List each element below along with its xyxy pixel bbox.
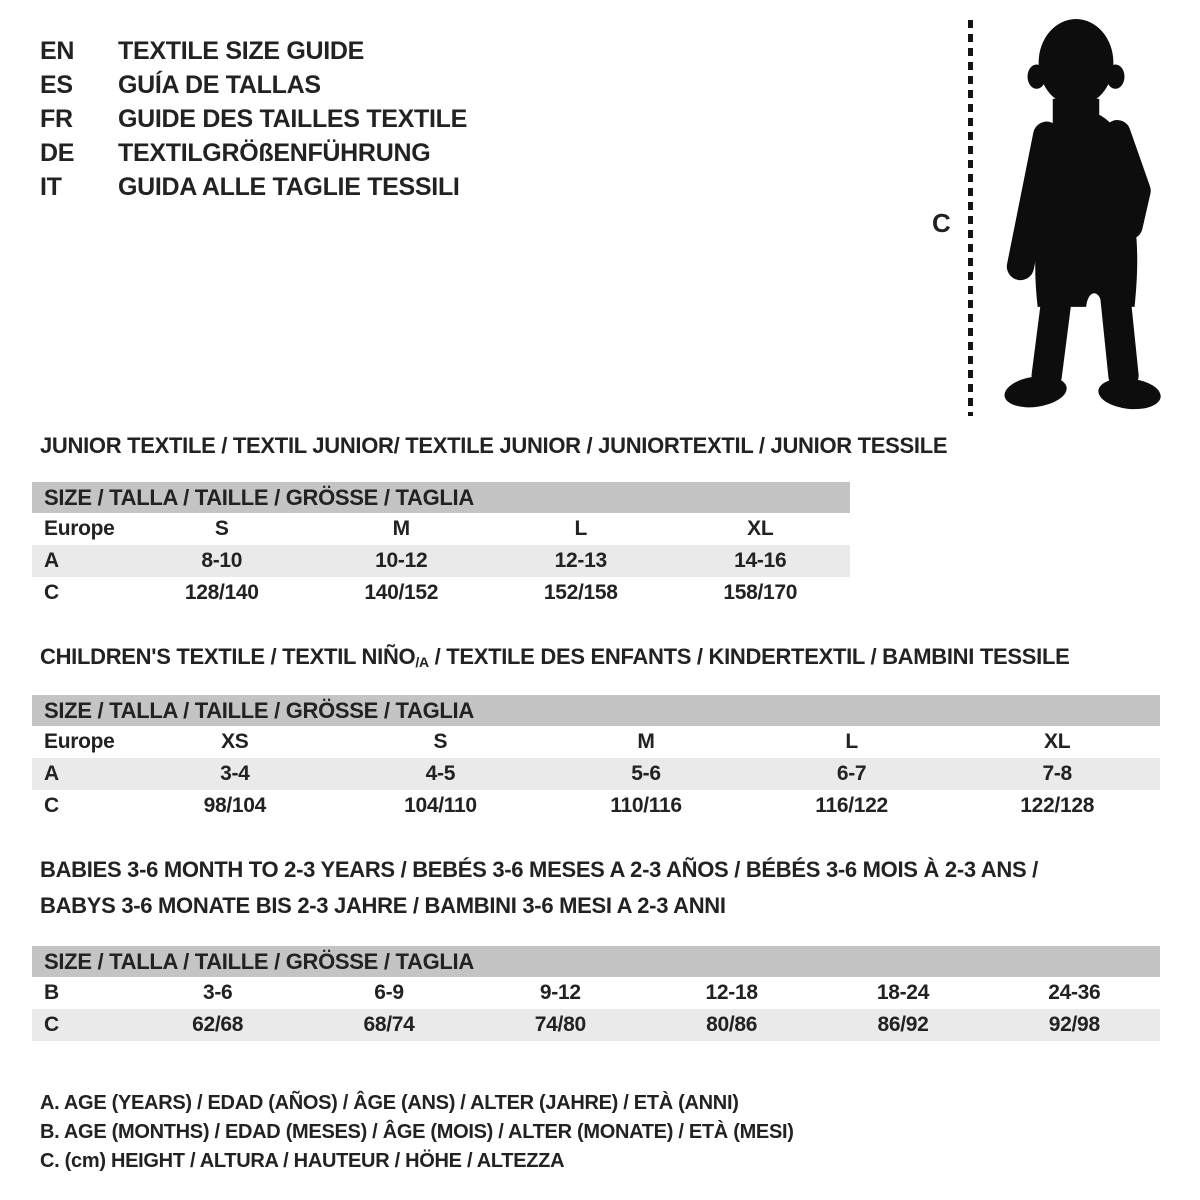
language-title: TEXTILE SIZE GUIDE xyxy=(118,37,365,65)
table-row xyxy=(32,577,850,609)
children-section xyxy=(0,643,1200,822)
size-cell: 18-24 xyxy=(876,981,930,1004)
size-cell: 116/122 xyxy=(815,794,888,817)
language-code: EN xyxy=(40,37,75,65)
language-title: GUÍA DE TALLAS xyxy=(118,71,321,99)
children-section-title xyxy=(40,643,1200,673)
language-code: DE xyxy=(40,139,75,167)
size-cell: 3-6 xyxy=(202,981,233,1004)
table-row xyxy=(32,790,1160,822)
height-figure xyxy=(900,0,1200,430)
size-cell: XL xyxy=(747,517,774,540)
size-cell: 68/74 xyxy=(363,1013,415,1036)
table-row xyxy=(32,758,1160,790)
language-code: IT xyxy=(40,173,62,201)
size-table-header: SIZE / TALLA / TAILLE / GRÖSSE / TAGLIA xyxy=(32,482,850,513)
row-label: Europe xyxy=(44,730,115,753)
row-label: C xyxy=(44,1013,59,1036)
junior-section xyxy=(0,432,1200,609)
size-cell: 80/86 xyxy=(706,1013,758,1036)
table-row xyxy=(32,726,1160,758)
table-row xyxy=(32,977,1160,1009)
table-row xyxy=(32,1009,1160,1041)
size-cell: 98/104 xyxy=(203,794,267,817)
size-cell: 62/68 xyxy=(192,1013,244,1036)
size-cell: 5-6 xyxy=(631,762,661,785)
size-cell: 122/128 xyxy=(1020,794,1095,817)
legend-notes xyxy=(40,1089,1200,1176)
size-cell: XS xyxy=(221,730,249,753)
table-row xyxy=(32,513,850,545)
language-row xyxy=(40,136,467,170)
language-row xyxy=(40,34,467,68)
note-line-c: C. (cm) HEIGHT / ALTURA / HAUTEUR / HÖHE / ALTEZZA xyxy=(40,1150,565,1172)
row-label: B xyxy=(44,981,59,1004)
size-cell: S xyxy=(214,517,229,540)
size-cell: 4-5 xyxy=(425,762,456,785)
row-label: C xyxy=(44,581,59,604)
junior-size-table xyxy=(32,482,850,609)
size-cell: 12-13 xyxy=(554,549,607,572)
language-title-list xyxy=(40,34,467,204)
size-table-header: SIZE / TALLA / TAILLE / GRÖSSE / TAGLIA xyxy=(32,946,1160,977)
row-label: C xyxy=(44,794,59,817)
row-label: Europe xyxy=(44,517,115,540)
note-line-a: A. AGE (YEARS) / EDAD (AÑOS) / ÂGE (ANS) / ALTER (JAHRE) / ETÀ (ANNI) xyxy=(40,1092,739,1114)
size-cell: 86/92 xyxy=(877,1013,929,1036)
language-code: FR xyxy=(40,105,73,133)
language-title: TEXTILGRÖßENFÜHRUNG xyxy=(118,139,431,167)
size-cell: 6-7 xyxy=(836,762,867,785)
row-label: A xyxy=(44,762,59,785)
size-cell: 140/152 xyxy=(364,581,439,604)
language-row xyxy=(40,68,467,102)
size-cell: M xyxy=(637,730,655,753)
babies-size-table xyxy=(32,946,1160,1041)
size-cell: 110/116 xyxy=(610,794,682,817)
junior-section-title: JUNIOR TEXTILE / TEXTIL JUNIOR/ TEXTILE JUNIOR / JUNIORTEXTIL / JUNIOR TESSILE xyxy=(40,433,948,458)
babies-section-title-line2: BABYS 3-6 MONATE BIS 2-3 JAHRE / BAMBINI 3-6 MESI A 2-3 ANNI xyxy=(40,893,726,918)
size-cell: L xyxy=(574,517,588,540)
height-measure-dashed-line xyxy=(968,20,973,416)
size-table-header: SIZE / TALLA / TAILLE / GRÖSSE / TAGLIA xyxy=(32,695,1160,726)
children-title-suffix: /A xyxy=(415,654,429,670)
size-cell: 104/110 xyxy=(404,794,477,817)
size-cell: 74/80 xyxy=(534,1013,586,1036)
language-code: ES xyxy=(40,71,73,99)
size-cell: 12-18 xyxy=(705,981,758,1004)
row-label: A xyxy=(44,549,59,572)
size-cell: 10-12 xyxy=(375,549,428,572)
guide-header xyxy=(0,0,1200,430)
size-cell: M xyxy=(392,517,410,540)
height-measure-label: C xyxy=(932,208,951,238)
children-size-table xyxy=(32,695,1160,822)
babies-section xyxy=(0,852,1200,1041)
size-cell: 14-16 xyxy=(734,549,787,572)
size-cell: XL xyxy=(1044,730,1071,753)
babies-section-title-line1: BABIES 3-6 MONTH TO 2-3 YEARS / BEBÉS 3-6 MESES A 2-3 AÑOS / BÉBÉS 3-6 MOIS À 2-3 ANS / xyxy=(40,857,1038,882)
table-row xyxy=(32,545,850,577)
size-cell: 128/140 xyxy=(184,581,259,604)
language-title: GUIDE DES TAILLES TEXTILE xyxy=(118,105,468,133)
note-line-b: B. AGE (MONTHS) / EDAD (MESES) / ÂGE (MOIS) / ALTER (MONATE) / ETÀ (MESI) xyxy=(40,1121,794,1143)
size-cell: 92/98 xyxy=(1048,1013,1100,1036)
size-cell: S xyxy=(433,730,448,753)
language-row xyxy=(40,170,467,204)
size-cell: 158/170 xyxy=(723,581,798,604)
size-cell: 24-36 xyxy=(1048,981,1101,1004)
children-title-text: CHILDREN'S TEXTILE / TEXTIL NIÑO xyxy=(40,644,416,669)
size-cell: 3-4 xyxy=(220,762,250,785)
size-cell: 6-9 xyxy=(374,981,404,1004)
size-cell: 7-8 xyxy=(1042,762,1072,785)
children-title-text: / TEXTILE DES ENFANTS / KINDERTEXTIL / BAMBINI TESSILE xyxy=(428,644,1070,669)
size-cell: 9-12 xyxy=(539,981,581,1004)
toddler-silhouette-icon xyxy=(988,14,1164,418)
language-row xyxy=(40,102,467,136)
language-title: GUIDA ALLE TAGLIE TESSILI xyxy=(118,173,460,201)
size-cell: 8-10 xyxy=(201,549,243,572)
size-cell: L xyxy=(845,730,858,753)
size-cell: 152/158 xyxy=(543,581,618,604)
